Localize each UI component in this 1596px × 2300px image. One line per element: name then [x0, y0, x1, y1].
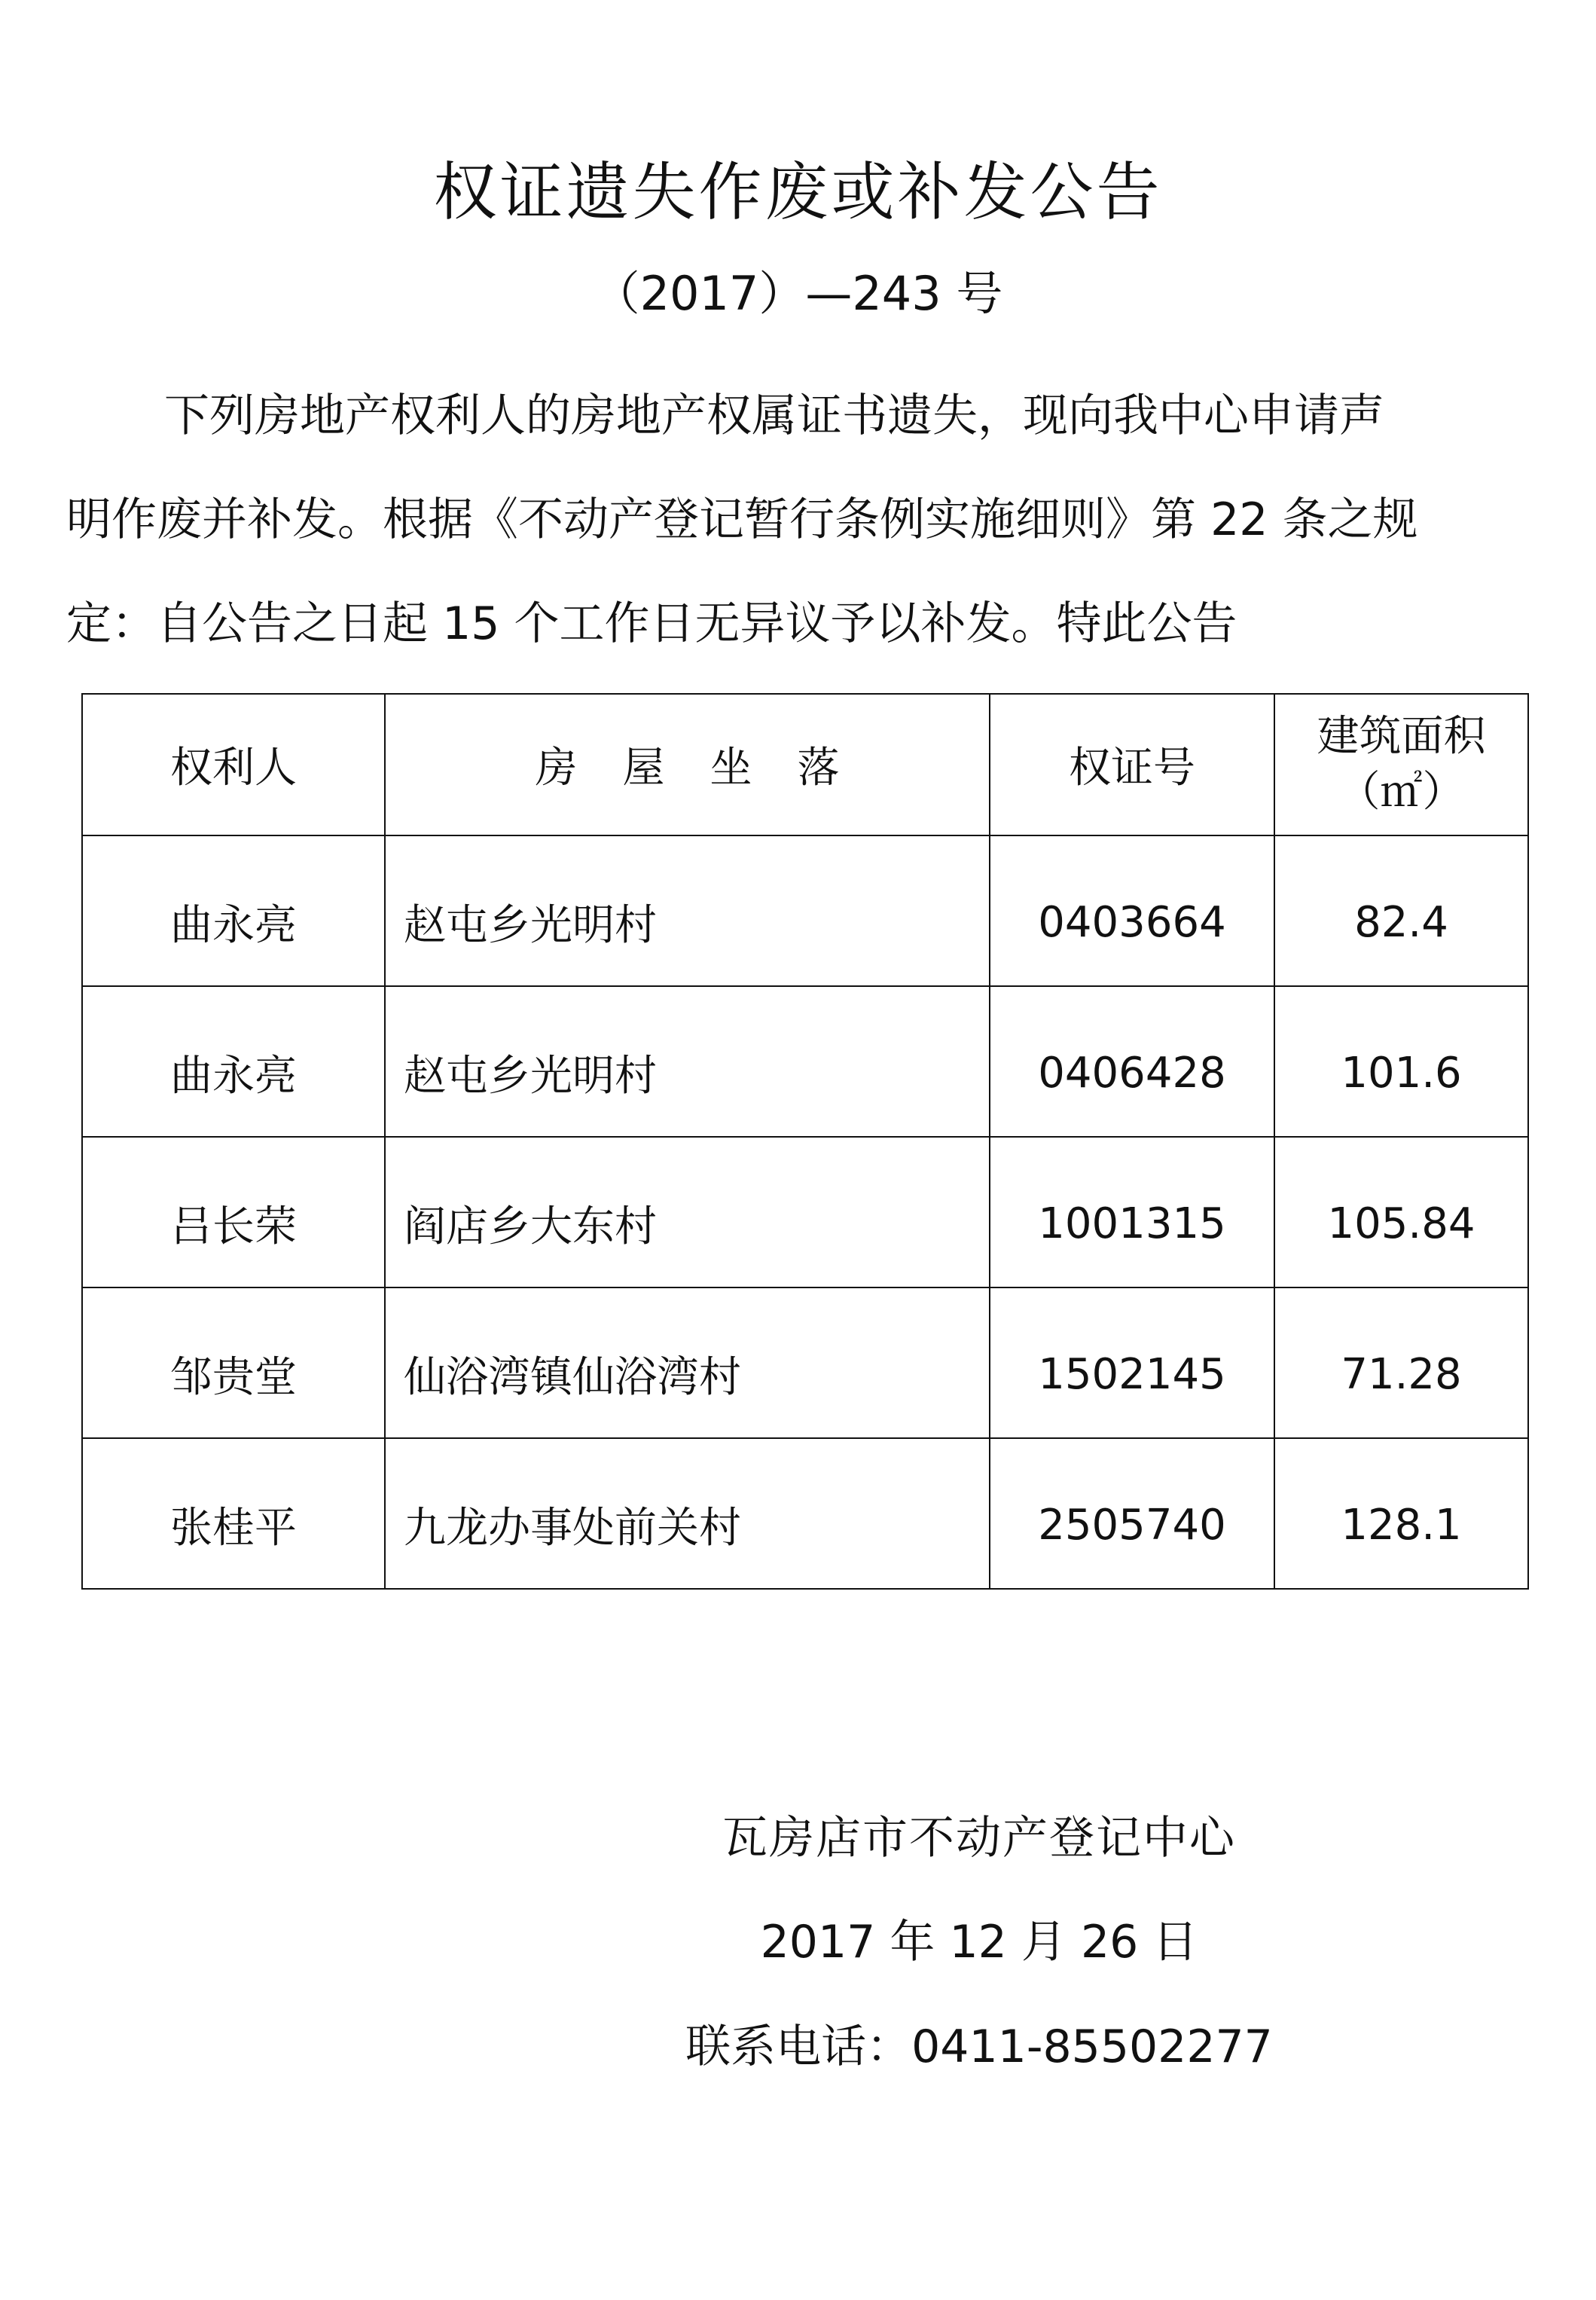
header-location: 房屋坐落 [385, 694, 990, 835]
header-area-unit: （㎡） [1338, 768, 1465, 817]
cell-location: 阎店乡大东村 [385, 1137, 990, 1287]
header-area [1274, 694, 1528, 835]
cell-certificate: 0403664 [990, 835, 1274, 986]
cell-holder: 邹贵堂 [82, 1287, 385, 1438]
cell-holder: 曲永亮 [82, 986, 385, 1137]
cell-certificate: 2505740 [990, 1438, 1274, 1589]
table-row [82, 1438, 1528, 1589]
table-header-row [82, 694, 1528, 835]
cell-location: 九龙办事处前关村 [385, 1438, 990, 1589]
page-title: 权证遗失作废或补发公告 [433, 155, 1163, 229]
cell-certificate: 0406428 [990, 986, 1274, 1137]
body-line: 定：自公告之日起 15 个工作日无异议予以补发。特此公告 [66, 597, 1237, 650]
table-row [82, 1137, 1528, 1287]
issuing-organization: 瓦房店市不动产登记中心 [722, 1812, 1236, 1865]
cell-area: 128.1 [1274, 1438, 1528, 1589]
cell-area: 82.4 [1274, 835, 1528, 986]
cell-holder: 吕长荣 [82, 1137, 385, 1287]
header-certificate: 权证号 [990, 694, 1274, 835]
body-line: 下列房地产权利人的房地产权属证书遗失，现向我中心申请声 [164, 389, 1384, 442]
cell-location: 赵屯乡光明村 [385, 986, 990, 1137]
cell-certificate: 1502145 [990, 1287, 1274, 1438]
cell-location: 仙浴湾镇仙浴湾村 [385, 1287, 990, 1438]
header-holder: 权利人 [82, 694, 385, 835]
announcement-body [66, 364, 1550, 676]
cell-area: 71.28 [1274, 1287, 1528, 1438]
cell-area: 105.84 [1274, 1137, 1528, 1287]
cell-holder: 曲永亮 [82, 835, 385, 986]
cell-holder: 张桂平 [82, 1438, 385, 1589]
table-row [82, 986, 1528, 1137]
cell-area: 101.6 [1274, 986, 1528, 1137]
document-number: （2017）—243 号 [593, 266, 1003, 321]
contact-phone: 联系电话：0411-85502277 [685, 2021, 1273, 2073]
cell-certificate: 1001315 [990, 1137, 1274, 1287]
lost-certificate-table [81, 693, 1529, 1590]
cell-location: 赵屯乡光明村 [385, 835, 990, 986]
issue-date: 2017 年 12 月 26 日 [760, 1916, 1198, 1969]
body-line: 明作废并补发。根据《不动产登记暂行条例实施细则》第 22 条之规 [66, 493, 1418, 546]
header-area-label: 建筑面积 [1317, 712, 1486, 761]
table-row [82, 835, 1528, 986]
table-row [82, 1287, 1528, 1438]
